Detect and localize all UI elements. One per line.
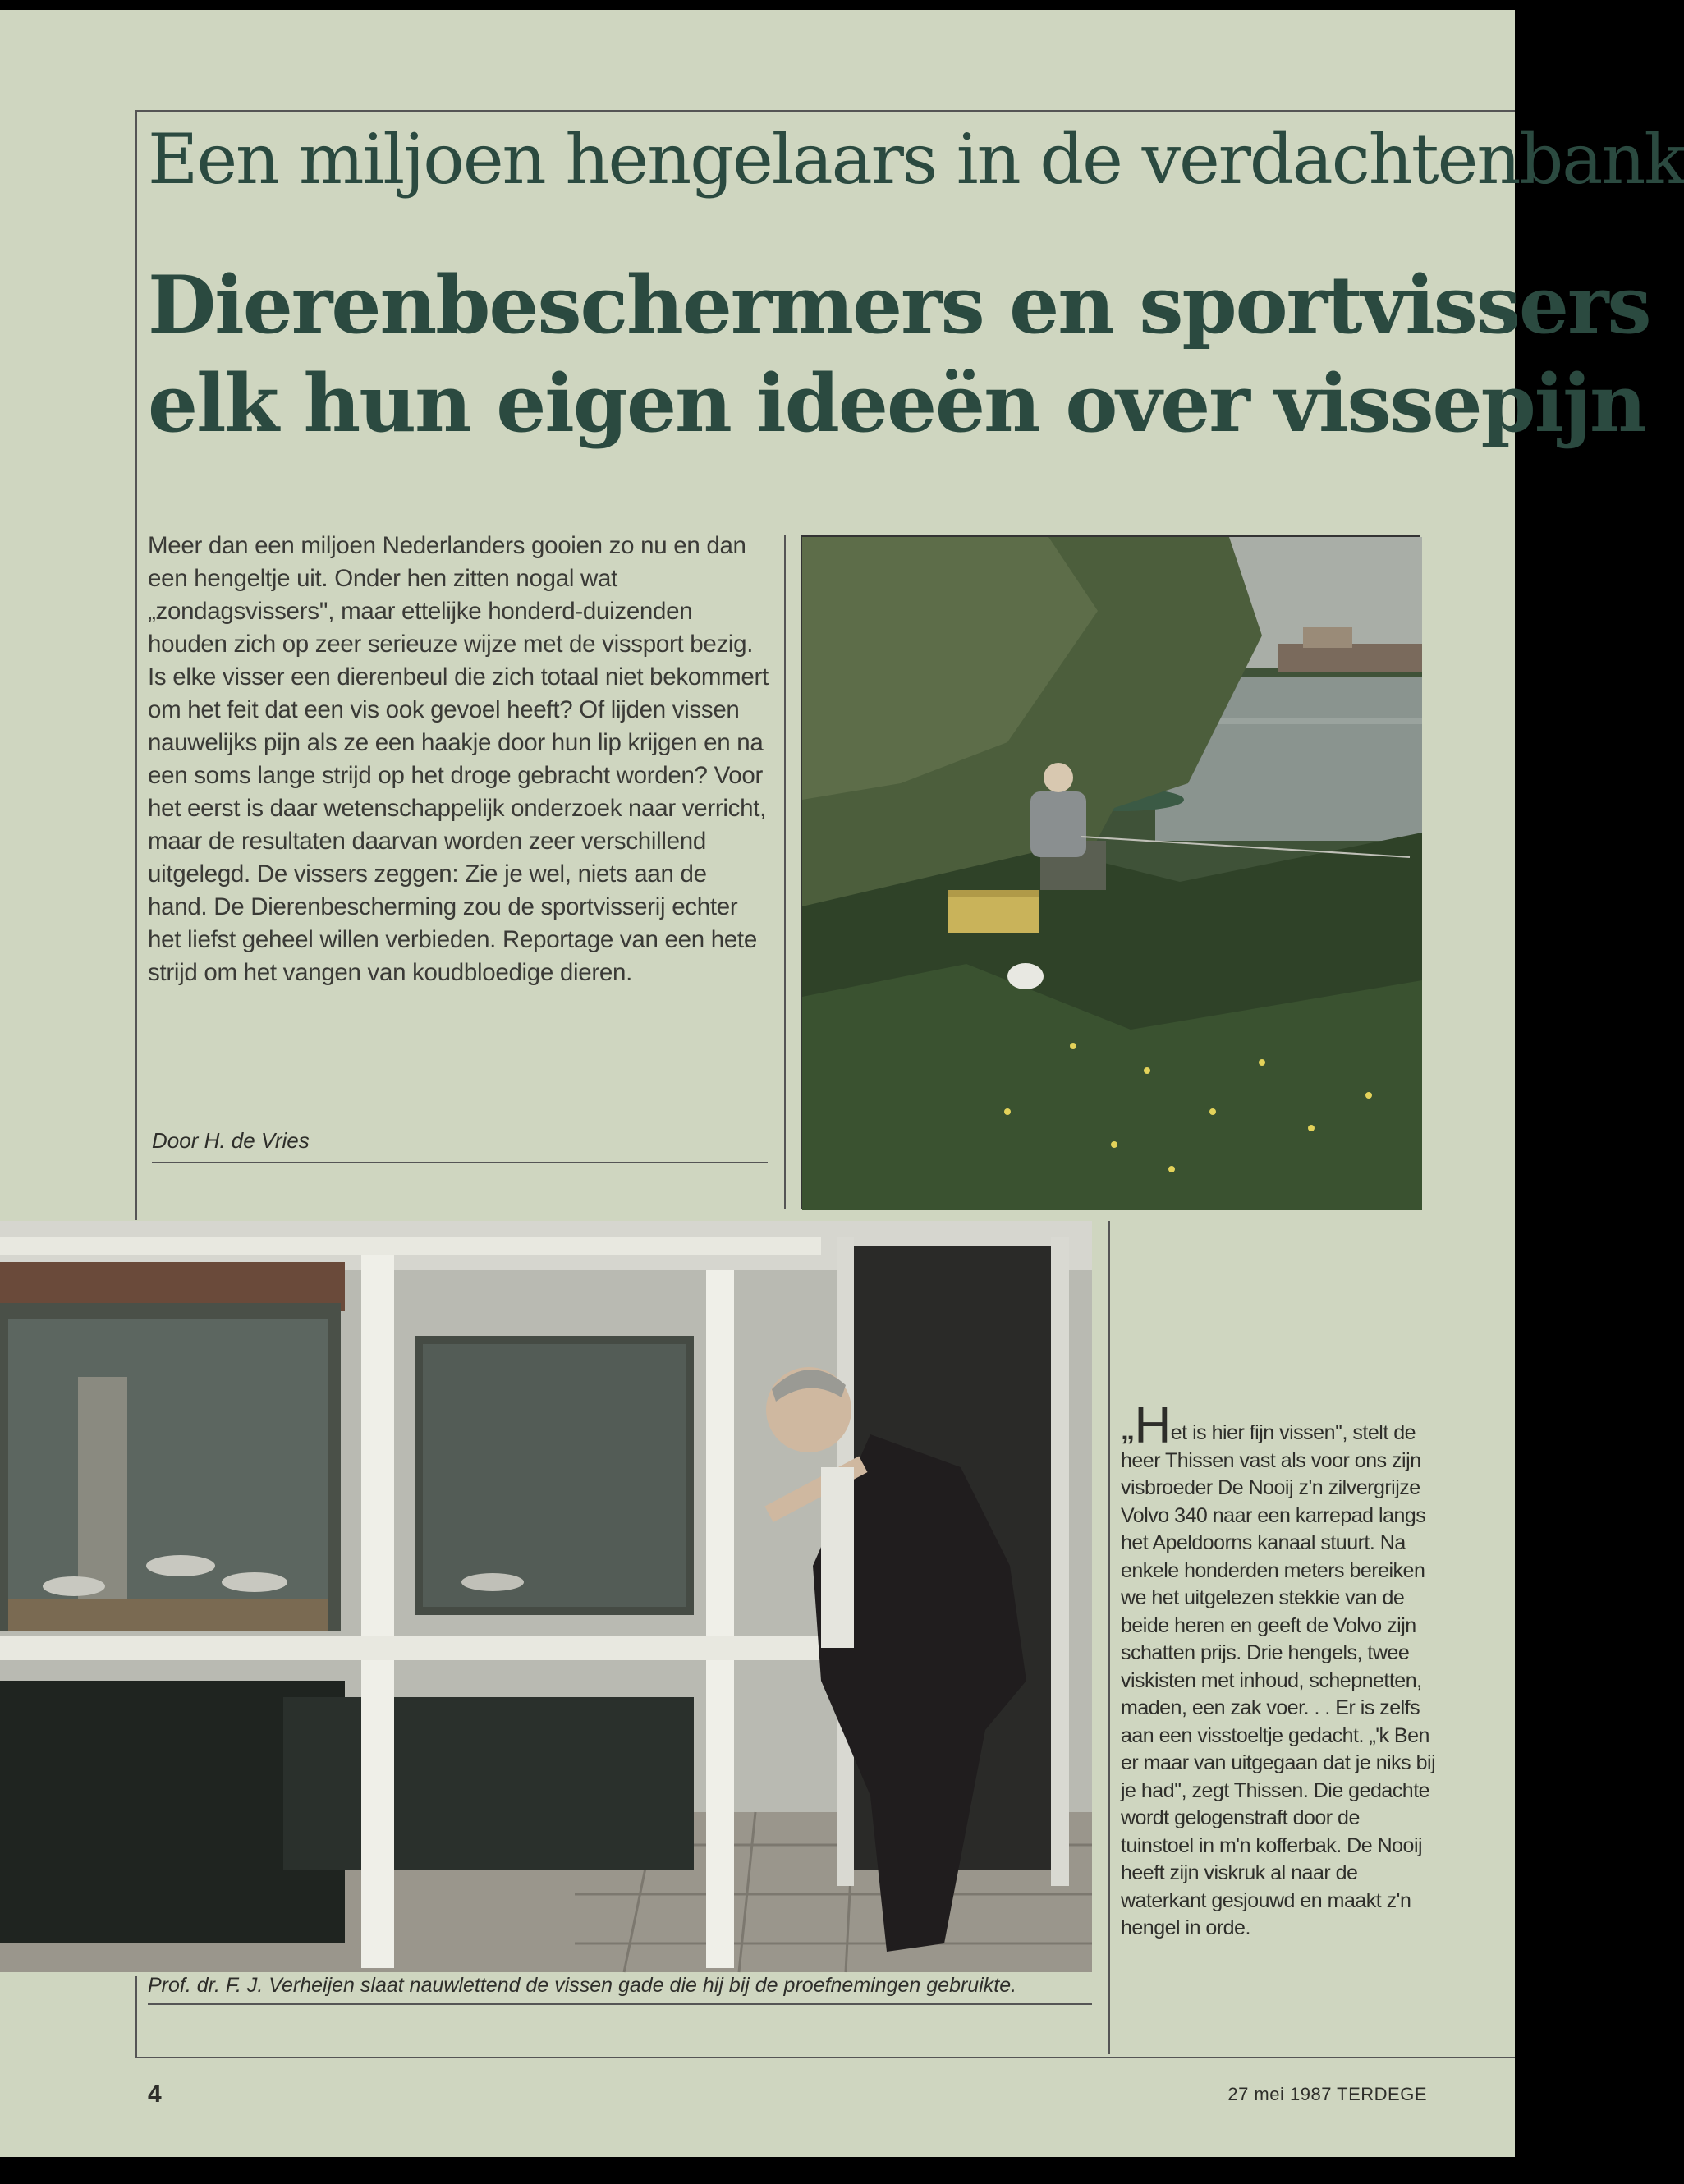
opening-quote-mark: „ [1121, 1415, 1135, 1446]
intro-column-rule [784, 535, 786, 1209]
article-kicker: Een miljoen hengelaars in de verdachtenbank [148, 119, 1684, 200]
photo-caption: Prof. dr. F. J. Verheijen slaat nauwlettend de vissen gade die hij bij de proefnemingen gebruikte. [148, 1972, 1092, 2005]
magazine-page [0, 10, 1684, 2157]
page-number: 4 [148, 2081, 162, 2108]
sidebar-column-text: et is hier fijn vissen'', stelt de heer Thissen vast als voor ons zijn visbroeder De Nooij z'n zilvergrijze Volvo 340 naar een karrepad langs het Apeldoorns kanaal stuurt. Na enkele honderden meters bereiken we het uitgelezen stekkie van de beide heren en geeft de Volvo zijn schatten prijs. Drie hengels, twee viskisten met inhoud, schepnetten, maden, een zak voer. . . Er is zelfs aan een visstoeltje gedacht. „'k Ben er maar van uitgegaan dat je niks bij je had'', zegt Thissen. Die gedachte wordt gelogenstraft door de tuinstoel in m'n kofferbak. De Nooij heeft zijn viskruk al naar de waterkant gesjouwd en maakt z'n hengel in orde. [1121, 1421, 1436, 1939]
drop-cap: H [1134, 1397, 1171, 1454]
headline-line-1: Dierenbeschermers en sportvissers [148, 259, 1650, 351]
frame-left-rule [135, 110, 137, 1220]
angler-photo [801, 535, 1420, 1209]
aquarium-lab-photo [0, 1221, 1092, 1972]
frame-top-rule [135, 110, 1515, 112]
frame-left-rule-lower [135, 1976, 137, 2058]
byline: Door H. de Vries [152, 1128, 768, 1163]
article-intro: Meer dan een miljoen Nederlanders gooien zo nu en dan een hengeltje uit. Onder hen zitten nogal wat „zondagsvissers'', maar ettelijke honderd-duizenden houden zich op zeer serieuze wijze met de vissport bezig. Is elke visser een dierenbeul die zich totaal niet bekommert om het feit dat een vis ook gevoel heeft? Of lijden vissen nauwelijks pijn als ze een haakje door hun lip krijgen en na een soms lange strijd op het droge gebracht worden? Voor het eerst is daar wetenschappelijk onderzoek naar verricht, maar de resultaten daarvan worden zeer verschillend uitgelegd. De vissers zeggen: Zie je wel, niets aan de hand. De Dierenbescherming zou de sportvisserij echter het liefst geheel willen verbieden. Reportage van een hete strijd om het vangen van koudbloedige dieren. [148, 532, 769, 986]
headline-line-2: elk hun eigen ideeën over vissepijn [148, 357, 1645, 450]
frame-bottom-rule [135, 2057, 1515, 2058]
article-headline [148, 256, 1650, 453]
issue-footer: 27 mei 1987 TERDEGE [1227, 2084, 1427, 2104]
sidebar-column [1121, 1397, 1437, 1943]
sidebar-column-rule [1108, 1221, 1110, 2054]
